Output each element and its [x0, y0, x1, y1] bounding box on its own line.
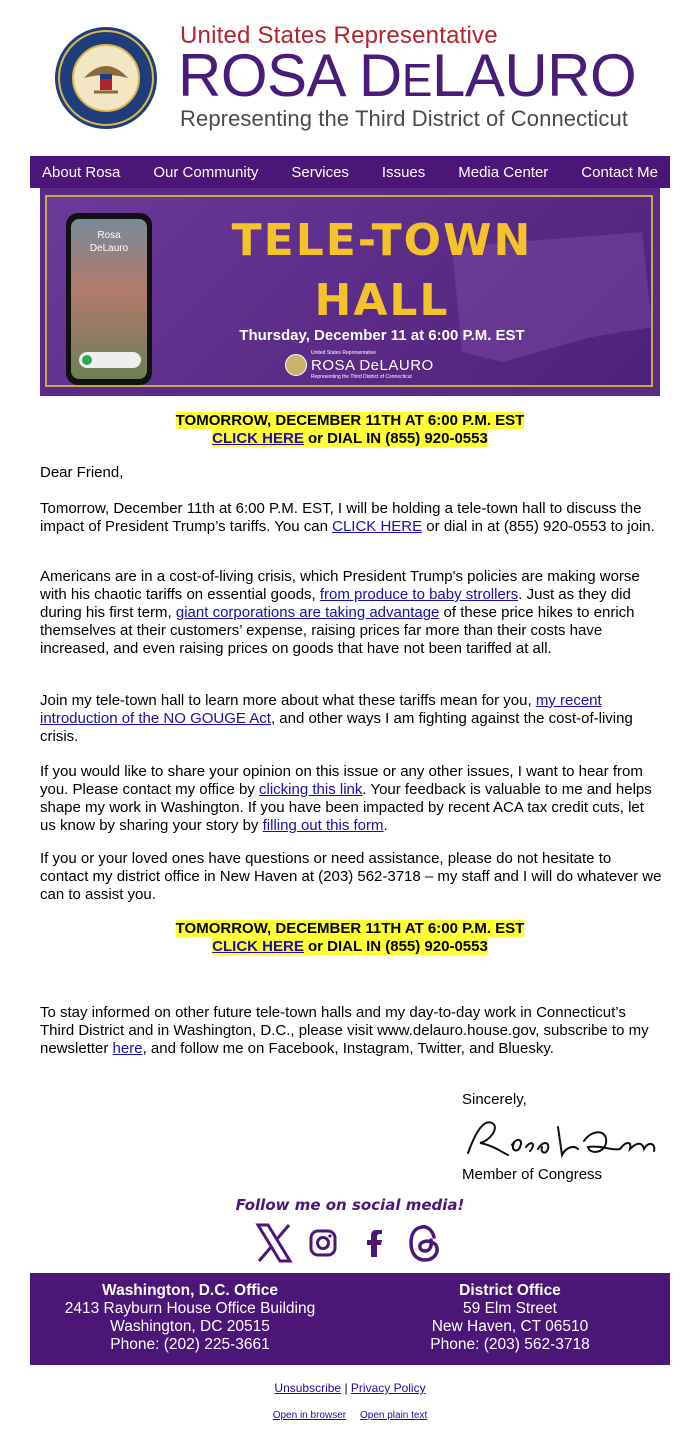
facebook-icon[interactable] [360, 1222, 390, 1264]
header-name-last-a: D [358, 42, 402, 109]
view-options [0, 1410, 700, 1421]
nav-item-services[interactable]: Services [291, 163, 349, 181]
nav-item-community[interactable]: Our Community [153, 163, 259, 181]
nav-item-issues[interactable]: Issues [381, 163, 426, 181]
p4-text-b: . Your feedback is valuable to me and helps shape my work in Washington. If you have been impacted by recent ACA tax credit cuts, let us know by sharing your story by [40, 781, 652, 834]
banner-title-line2: HALL [314, 275, 450, 326]
threads-icon[interactable] [406, 1222, 444, 1264]
p4-text-c: . [383, 817, 388, 834]
footer-links [0, 1381, 700, 1395]
nav-item-media[interactable]: Media Center [458, 163, 549, 181]
header-name-last-c: L [431, 42, 465, 109]
header-name-last-d: AURO [464, 42, 637, 109]
district-office-address-1: 59 Elm Street [463, 1300, 557, 1317]
callout-dial-in: or DIAL IN (855) 920-0553 [303, 430, 488, 447]
privacy-policy-link[interactable]: Privacy Policy [350, 1381, 426, 1395]
p3-no-gouge-link[interactable]: my recent introduction of the NO GOUGE Act [40, 692, 602, 727]
letter-paragraph-4 [40, 763, 662, 835]
instagram-icon[interactable] [306, 1222, 340, 1264]
p1-text-b: or dial in at (855) 920-0553 to join. [422, 518, 655, 535]
email-header [0, 0, 700, 150]
main-nav [30, 156, 670, 188]
banner-date: Thursday, December 11 at 6:00 P.M. EST [239, 327, 525, 344]
p4-contact-link[interactable]: clicking this link [259, 781, 363, 798]
letter-paragraph-2 [40, 568, 662, 658]
p2-text-b: . Just as they did during his first term, [40, 586, 631, 621]
p2-text-a: Americans are in a cost-of-living crisis, which President Trump's policies are making worse with his chaotic tariffs on essential goods, [40, 568, 640, 603]
event-callout-top [0, 412, 700, 448]
district-office-address-2: New Haven, CT 06510 [431, 1318, 589, 1335]
phone-screen [71, 219, 147, 379]
p6-text-b: , and follow me on Facebook, Instagram, Twitter, and Bluesky. [142, 1040, 554, 1057]
header-subtitle: Representing the Third District of Connecticut [180, 106, 629, 131]
p1-click-here-link[interactable]: CLICK HERE [332, 518, 423, 535]
house-seal-icon [54, 26, 158, 130]
p6-text-a: To stay informed on other future tele-town halls and my day-to-day work in Connecticut’s Third District and in Washington, D.C., please visit www.delauro.house.gov, subscribe to my newsletter [40, 1004, 649, 1057]
banner-logo-name: ROSA DeLAURO [311, 357, 434, 374]
dc-office-address-1: 2413 Rayburn House Office Building [64, 1300, 316, 1317]
link-separator: | [341, 1381, 351, 1395]
unsubscribe-link[interactable]: Unsubscribe [274, 1381, 342, 1395]
p6-newsletter-link[interactable]: here [112, 1040, 143, 1057]
p4-text-a: If you would like to share your opinion on this issue or any other issues, I want to hear from you. Please contact my office by [40, 763, 643, 798]
header-name-first: ROSA [178, 42, 343, 109]
handwritten-signature [462, 1111, 662, 1161]
callout-click-here-link-2[interactable]: CLICK HERE [212, 938, 304, 955]
header-title-top: United States Representative [180, 22, 498, 49]
p2-corporations-link[interactable]: giant corporations are taking advantage [175, 604, 440, 621]
office-footer [30, 1273, 670, 1365]
district-office [400, 1282, 620, 1354]
p1-text-a: Tomorrow, December 11th at 6:00 P.M. EST, I will be holding a tele-town hall to discuss the impact of President Trump’s tariffs. You can [40, 500, 642, 535]
nav-item-about[interactable]: About Rosa [42, 163, 121, 181]
social-links [252, 1222, 452, 1264]
dc-office-phone: Phone: (202) 225-3661 [110, 1336, 270, 1353]
social-heading: Follow me on social media! [235, 1196, 465, 1214]
signature-block [462, 1091, 672, 1184]
banner-seal-icon [285, 354, 307, 376]
call-slider [79, 352, 141, 368]
district-office-phone: Phone: (203) 562-3718 [430, 1336, 590, 1353]
open-plain-text-link[interactable]: Open plain text [360, 1410, 428, 1421]
p2-text-c: of these price hikes to enrich themselves at their customers’ expense, raising prices far more than their costs have increased, and even raising prices on goods that have not been tariffed at all. [40, 604, 635, 657]
callout-date-2: TOMORROW, DECEMBER 11TH AT 6:00 P.M. EST [175, 920, 525, 937]
banner-logo-sub: Representing the Third District of Connecticut [311, 374, 412, 380]
banner-logo-top: United States Representative [311, 350, 377, 356]
p2-produce-link[interactable]: from produce to baby strollers [319, 586, 519, 603]
p3-text-a: Join my tele-town hall to learn more about what these tariffs mean for you, [40, 692, 536, 709]
phone-call-icon [82, 355, 92, 365]
closing: Sincerely, [462, 1091, 527, 1108]
dc-office [50, 1282, 330, 1354]
x-icon[interactable] [252, 1222, 296, 1264]
phone-caller-name: Rosa DeLauro [89, 230, 129, 254]
signature-title: Member of Congress [462, 1166, 603, 1183]
header-name-last-b: E [401, 54, 432, 106]
banner-frame [45, 195, 653, 387]
banner-title-line1: TELE-TOWN [231, 215, 533, 266]
callout-join-2 [212, 938, 488, 955]
phone-graphic [66, 213, 152, 385]
letter-greeting: Dear Friend, [40, 464, 124, 481]
callout-join [212, 430, 488, 447]
letter-paragraph-6 [40, 1004, 662, 1058]
letter-paragraph-3 [40, 692, 662, 746]
letter-paragraph-5: If you or your loved ones have questions or need assistance, please do not hesitate to contact my district office in New Haven at (203) 562-3718 – my staff and I will do whatever we can to assist you. [40, 850, 662, 903]
p3-text-b: , and other ways I am fighting against the cost-of-living crisis. [40, 710, 633, 745]
tele-town-hall-banner[interactable] [40, 188, 660, 396]
dc-office-title: Washington, D.C. Office [102, 1282, 278, 1299]
letter-paragraph-1 [40, 500, 662, 536]
p4-form-link[interactable]: filling out this form [262, 817, 384, 834]
nav-item-contact[interactable]: Contact Me [581, 163, 658, 181]
callout-click-here-link[interactable]: CLICK HERE [212, 430, 304, 447]
event-callout-bottom [0, 920, 700, 956]
callout-dial-in-2: or DIAL IN (855) 920-0553 [303, 938, 488, 955]
callout-date: TOMORROW, DECEMBER 11TH AT 6:00 P.M. EST [175, 412, 525, 429]
dc-office-address-2: Washington, DC 20515 [110, 1318, 270, 1335]
header-name [178, 42, 636, 114]
district-office-title: District Office [459, 1282, 561, 1299]
open-in-browser-link[interactable]: Open in browser [272, 1410, 347, 1421]
